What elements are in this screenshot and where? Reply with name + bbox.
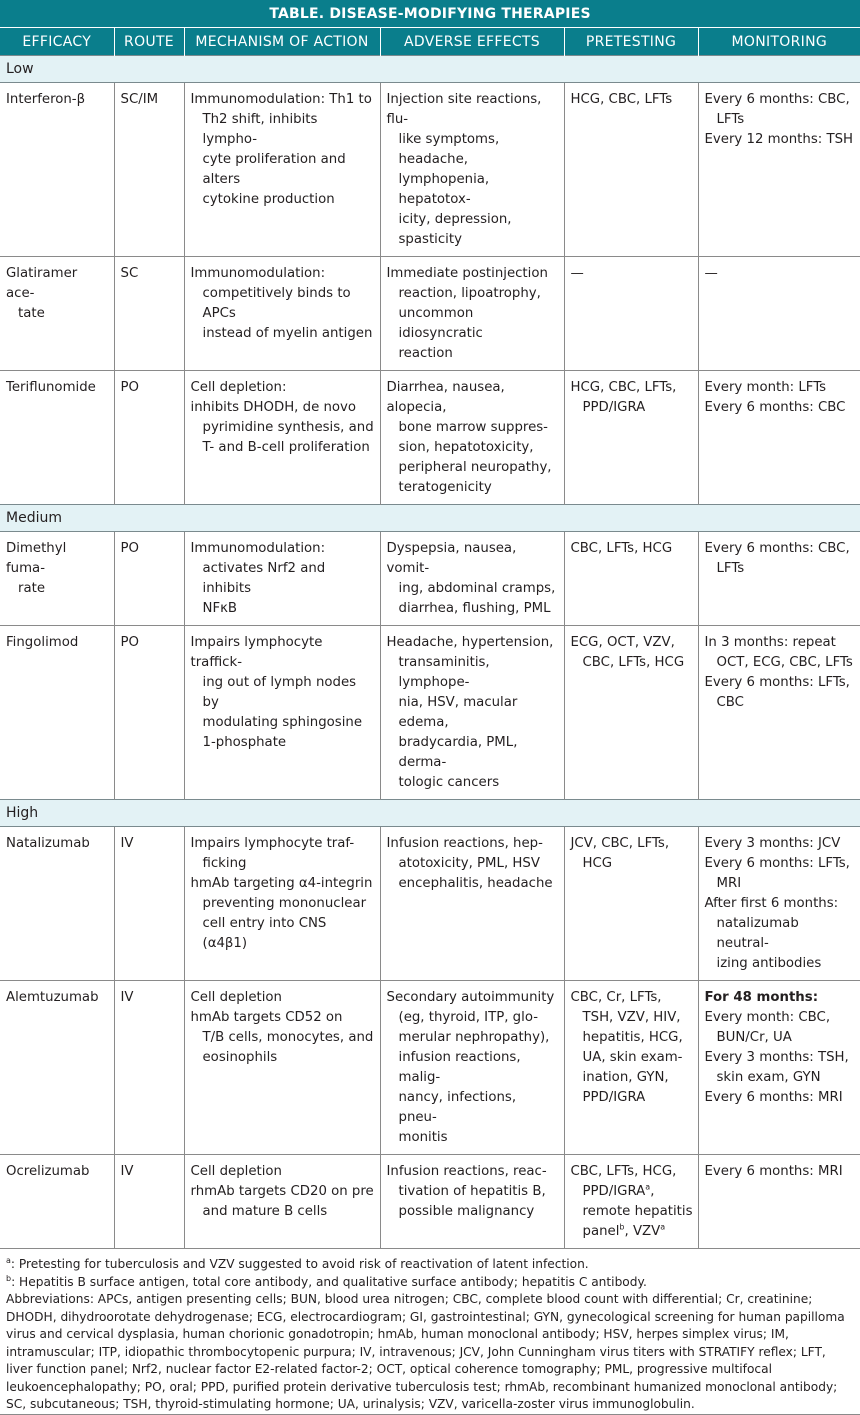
cell-line: PPD/IGRA	[582, 400, 646, 415]
cell-line: HCG, CBC, LFTs	[570, 92, 673, 107]
footnote-a	[6, 1256, 854, 1274]
cell-line: In 3 months: repeat	[704, 635, 836, 650]
table-row-interferon	[0, 83, 860, 257]
cell-line: Every 6 months: CBC	[704, 400, 846, 415]
cell-line: Cell depletion	[190, 1164, 282, 1179]
cell-line: remote hepatitis	[582, 1204, 693, 1219]
drug-route: SC/IM	[114, 83, 184, 257]
cell-line: bradycardia, PML, derma-	[398, 735, 518, 770]
cell-text: , VZV	[624, 1224, 661, 1239]
cell-line: ing, abdominal cramps,	[398, 581, 556, 596]
cell-line: rhmAb targets CD20 on pre	[190, 1184, 374, 1199]
drug-pretesting	[564, 1155, 698, 1249]
drug-adverse	[380, 626, 564, 800]
cell-line: sion, hepatotoxicity,	[398, 440, 534, 455]
cell-line	[571, 1222, 693, 1242]
cell-line	[571, 1182, 693, 1202]
cell-line: teratogenicity	[398, 480, 492, 495]
drug-route: IV	[114, 1155, 184, 1249]
drug-route: IV	[114, 981, 184, 1155]
drug-mechanism	[184, 257, 380, 371]
cell-line: natalizumab neutral-	[716, 916, 799, 951]
cell-line: transaminitis, lymphope-	[398, 655, 490, 690]
cell-line: reaction	[398, 346, 453, 361]
cell-line: Dimethyl fuma-	[6, 541, 67, 576]
cell-line: Every 6 months: MRI	[704, 1090, 843, 1105]
cell-text: panel	[582, 1224, 620, 1239]
footnote-b	[6, 1274, 854, 1292]
table-row-teriflunomide	[0, 371, 860, 505]
cell-line: cytokine production	[202, 192, 335, 207]
header-row	[0, 28, 860, 56]
group-label-medium: Medium	[0, 505, 860, 532]
cell-text: ,	[650, 1184, 655, 1199]
cell-line: lymphopenia, hepatotox-	[398, 172, 490, 207]
cell-line: T/B cells, monocytes, and	[202, 1030, 374, 1045]
cell-line: CBC, LFTs, HCG	[582, 655, 685, 670]
footnote-a-text: : Pretesting for tuberculosis and VZV suggested to avoid risk of reactivation of latent infection.	[10, 1257, 589, 1271]
cell-line: Every 6 months: LFTs,	[704, 856, 850, 871]
cell-line: Dyspepsia, nausea, vomit-	[386, 541, 517, 576]
cell-line: ing out of lymph nodes by	[202, 675, 357, 710]
header-route: ROUTE	[114, 28, 184, 56]
cell-line: diarrhea, flushing, PML	[398, 601, 551, 616]
cell-line: After first 6 months:	[704, 896, 839, 911]
drug-monitoring	[698, 981, 860, 1155]
drug-name: Fingolimod	[0, 626, 114, 800]
drug-adverse	[380, 827, 564, 981]
cell-line: Immediate postinjection	[386, 266, 548, 281]
drug-adverse	[380, 371, 564, 505]
drug-adverse	[380, 532, 564, 626]
cell-line: possible malignancy	[398, 1204, 535, 1219]
drug-adverse	[380, 83, 564, 257]
drug-pretesting: —	[564, 257, 698, 371]
cell-line: atotoxicity, PML, HSV	[398, 856, 540, 871]
cell-line: BUN/Cr, UA	[716, 1030, 792, 1045]
cell-line: cyte proliferation and alters	[202, 152, 346, 187]
cell-line: Every 6 months: LFTs,	[704, 675, 850, 690]
drug-pretesting	[564, 83, 698, 257]
cell-line: Infusion reactions, reac-	[386, 1164, 547, 1179]
cell-line: skin exam, GYN	[716, 1070, 821, 1085]
footnote-a-mark: a	[645, 1182, 651, 1192]
drug-monitoring	[698, 827, 860, 981]
footnote-b-text: : Hepatitis B surface antigen, total core antibody, and qualitative surface antibody; hepatitis C antibody.	[11, 1274, 647, 1289]
cell-line: and mature B cells	[202, 1204, 328, 1219]
group-row-high	[0, 800, 860, 827]
drug-monitoring: —	[698, 257, 860, 371]
header-monitoring: MONITORING	[698, 28, 860, 56]
cell-line: Glatiramer ace-	[6, 266, 78, 301]
table-row-fingolimod	[0, 626, 860, 800]
drug-mechanism	[184, 371, 380, 505]
drug-monitoring	[698, 532, 860, 626]
cell-line: eosinophils	[202, 1050, 278, 1065]
cell-line: ination, GYN,	[582, 1070, 669, 1085]
table-row-glatiramer	[0, 257, 860, 371]
cell-line: UA, skin exam-	[582, 1050, 683, 1065]
drug-name: Natalizumab	[0, 827, 114, 981]
cell-line: Immunomodulation:	[190, 541, 326, 556]
drug-route: PO	[114, 371, 184, 505]
cell-line: Injection site reactions, flu-	[386, 92, 542, 127]
drug-monitoring	[698, 626, 860, 800]
cell-line: preventing mononuclear	[202, 896, 367, 911]
cell-line: Every 6 months: MRI	[704, 1164, 843, 1179]
drug-monitoring	[698, 371, 860, 505]
cell-line: Every 6 months: CBC,	[704, 541, 850, 556]
drug-mechanism	[184, 83, 380, 257]
abbreviations: Abbreviations: APCs, antigen presenting cells; BUN, blood urea nitrogen; CBC, complete blood count with differential; Cr, creatinine; DHODH, dihydroorotate dehydrogenase; ECG, electrocardiogram; GI, gastrointestinal; GYN, gynecological screening for human papilloma virus and cervical dysplasia, human chorionic gonadotropin; hmAb, human monoclonal antibody; HSV, herpes simplex virus; IM, intramuscular; ITP, idiopathic thrombocytopenic purpura; IV, intravenous; JCV, John Cunningham virus titers with STRATIFY reflex; LFT, liver function panel; Nrf2, nuclear factor E2-related factor-2; OCT, optical coherence tomography; PML, progressive multifocal leukoencephalopathy; PO, oral; PPD, purified protein derivative tuberculosis test; rhmAb, recombinant humanized monoclonal antibody; SC, subcutaneous; TSH, thyroid-stimulating hormone; UA, urinalysis; VZV, varicella-zoster virus immunoglobulin.	[6, 1292, 845, 1411]
cell-line: Immunomodulation:	[190, 266, 326, 281]
cell-line: CBC	[716, 695, 744, 710]
cell-line: nia, HSV, macular edema,	[398, 695, 518, 730]
table-row-natalizumab	[0, 827, 860, 981]
cell-line: tate	[18, 306, 45, 321]
cell-line: like symptoms, headache,	[398, 132, 500, 167]
drug-mechanism	[184, 532, 380, 626]
cell-line: HCG	[582, 856, 613, 871]
drug-name: Alemtuzumab	[0, 981, 114, 1155]
cell-line: infusion reactions, malig-	[398, 1050, 521, 1085]
cell-line: uncommon idiosyncratic	[398, 306, 483, 341]
cell-line: merular nephropathy),	[398, 1030, 550, 1045]
drug-route: PO	[114, 626, 184, 800]
drug-mechanism	[184, 626, 380, 800]
cell-line: CBC, LFTs, HCG,	[570, 1164, 677, 1179]
cell-line: reaction, lipoatrophy,	[398, 286, 541, 301]
drug-route: SC	[114, 257, 184, 371]
drug-adverse	[380, 981, 564, 1155]
drug-pretesting	[564, 827, 698, 981]
cell-line: Th2 shift, inhibits lympho-	[202, 112, 318, 147]
cell-line: monitis	[398, 1130, 448, 1145]
drug-mechanism	[184, 981, 380, 1155]
cell-line: hmAb targets CD52 on	[190, 1010, 343, 1025]
cell-line: pyrimidine synthesis, and	[202, 420, 374, 435]
cell-line: OCT, ECG, CBC, LFTs	[716, 655, 853, 670]
cell-line: Cell depletion	[190, 990, 282, 1005]
cell-line: Diarrhea, nausea, alopecia,	[386, 380, 505, 415]
cell-line: tologic cancers	[398, 775, 500, 790]
drug-name: Teriflunomide	[0, 371, 114, 505]
cell-line: bone marrow suppres-	[398, 420, 548, 435]
drug-mechanism	[184, 827, 380, 981]
header-adverse: ADVERSE EFFECTS	[380, 28, 564, 56]
table-title-row	[0, 0, 860, 28]
drug-name	[0, 257, 114, 371]
cell-line: Immunomodulation: Th1 to	[190, 92, 372, 107]
cell-line: LFTs	[716, 561, 745, 576]
cell-line: MRI	[716, 876, 742, 891]
drug-name	[0, 532, 114, 626]
drug-pretesting	[564, 626, 698, 800]
drug-monitoring	[698, 1155, 860, 1249]
cell-line: Every 6 months: CBC,	[704, 92, 850, 107]
drug-name: Ocrelizumab	[0, 1155, 114, 1249]
group-label-high: High	[0, 800, 860, 827]
cell-line: HCG, CBC, LFTs,	[570, 380, 677, 395]
cell-line: 1-phosphate	[202, 735, 287, 750]
cell-line: Cell depletion:	[190, 380, 287, 395]
cell-line: Impairs lymphocyte traffick-	[190, 635, 323, 670]
drug-pretesting	[564, 981, 698, 1155]
cell-line: peripheral neuropathy,	[398, 460, 552, 475]
header-pretesting: PRETESTING	[564, 28, 698, 56]
cell-line: Every 3 months: JCV	[704, 836, 841, 851]
group-row-medium	[0, 505, 860, 532]
cell-line: NFκB	[202, 601, 238, 616]
monitoring-period-label: For 48 months:	[704, 990, 819, 1005]
footnotes-row	[0, 1249, 860, 1415]
cell-line: cell entry into CNS (α4β1)	[202, 916, 327, 951]
cell-line: LFTs	[716, 112, 745, 127]
cell-line: Every month: LFTs	[704, 380, 827, 395]
cell-line: ECG, OCT, VZV,	[570, 635, 675, 650]
cell-line: competitively binds to APCs	[202, 286, 351, 321]
cell-line: TSH, VZV, HIV,	[582, 1010, 681, 1025]
footnote-a-mark: a	[660, 1222, 666, 1232]
group-row-low	[0, 56, 860, 83]
footnote-b-mark: b	[619, 1222, 625, 1232]
drug-adverse	[380, 1155, 564, 1249]
cell-line: JCV, CBC, LFTs,	[570, 836, 670, 851]
cell-line: izing antibodies	[716, 956, 822, 971]
header-efficacy: EFFICACY	[0, 28, 114, 56]
drug-route: IV	[114, 827, 184, 981]
cell-line: instead of myelin antigen	[202, 326, 373, 341]
drug-name: Interferon-β	[0, 83, 114, 257]
footnotes	[0, 1249, 860, 1415]
drug-pretesting	[564, 532, 698, 626]
cell-line: Every month: CBC,	[704, 1010, 831, 1025]
cell-line: Infusion reactions, hep-	[386, 836, 543, 851]
group-label-low: Low	[0, 56, 860, 83]
cell-line: CBC, LFTs, HCG	[570, 541, 673, 556]
drug-monitoring	[698, 83, 860, 257]
drug-mechanism	[184, 1155, 380, 1249]
footnote-b-mark: b	[6, 1273, 12, 1283]
cell-line: Every 3 months: TSH,	[704, 1050, 849, 1065]
cell-line: Every 12 months: TSH	[704, 132, 854, 147]
header-mechanism: MECHANISM OF ACTION	[184, 28, 380, 56]
cell-line: ficking	[202, 856, 247, 871]
cell-line: modulating sphingosine	[202, 715, 363, 730]
drug-adverse	[380, 257, 564, 371]
footnote-a-mark: a	[6, 1255, 11, 1265]
cell-line: hmAb targeting α4-integrin	[190, 876, 373, 891]
cell-line: encephalitis, headache	[398, 876, 553, 891]
drug-pretesting	[564, 371, 698, 505]
cell-line: Secondary autoimmunity	[386, 990, 555, 1005]
table-row-alemtuzumab	[0, 981, 860, 1155]
cell-line: CBC, Cr, LFTs,	[570, 990, 662, 1005]
table-row-dimethyl-fumarate	[0, 532, 860, 626]
cell-line: rate	[18, 581, 46, 596]
cell-line: nancy, infections, pneu-	[398, 1090, 517, 1125]
cell-line: activates Nrf2 and inhibits	[202, 561, 326, 596]
cell-line: icity, depression, spasticity	[398, 212, 512, 247]
cell-line: Headache, hypertension,	[386, 635, 554, 650]
table-title: TABLE. DISEASE-MODIFYING THERAPIES	[0, 0, 860, 28]
cell-line: tivation of hepatitis B,	[398, 1184, 546, 1199]
cell-line: (eg, thyroid, ITP, glo-	[398, 1010, 539, 1025]
cell-line: T- and B-cell proliferation	[202, 440, 370, 455]
cell-line: inhibits DHODH, de novo	[190, 400, 357, 415]
cell-line: PPD/IGRA	[582, 1090, 646, 1105]
cell-line: Impairs lymphocyte traf-	[190, 836, 355, 851]
drug-route: PO	[114, 532, 184, 626]
cell-text: PPD/IGRA	[582, 1184, 646, 1199]
cell-line: hepatitis, HCG,	[582, 1030, 683, 1045]
table-row-ocrelizumab	[0, 1155, 860, 1249]
